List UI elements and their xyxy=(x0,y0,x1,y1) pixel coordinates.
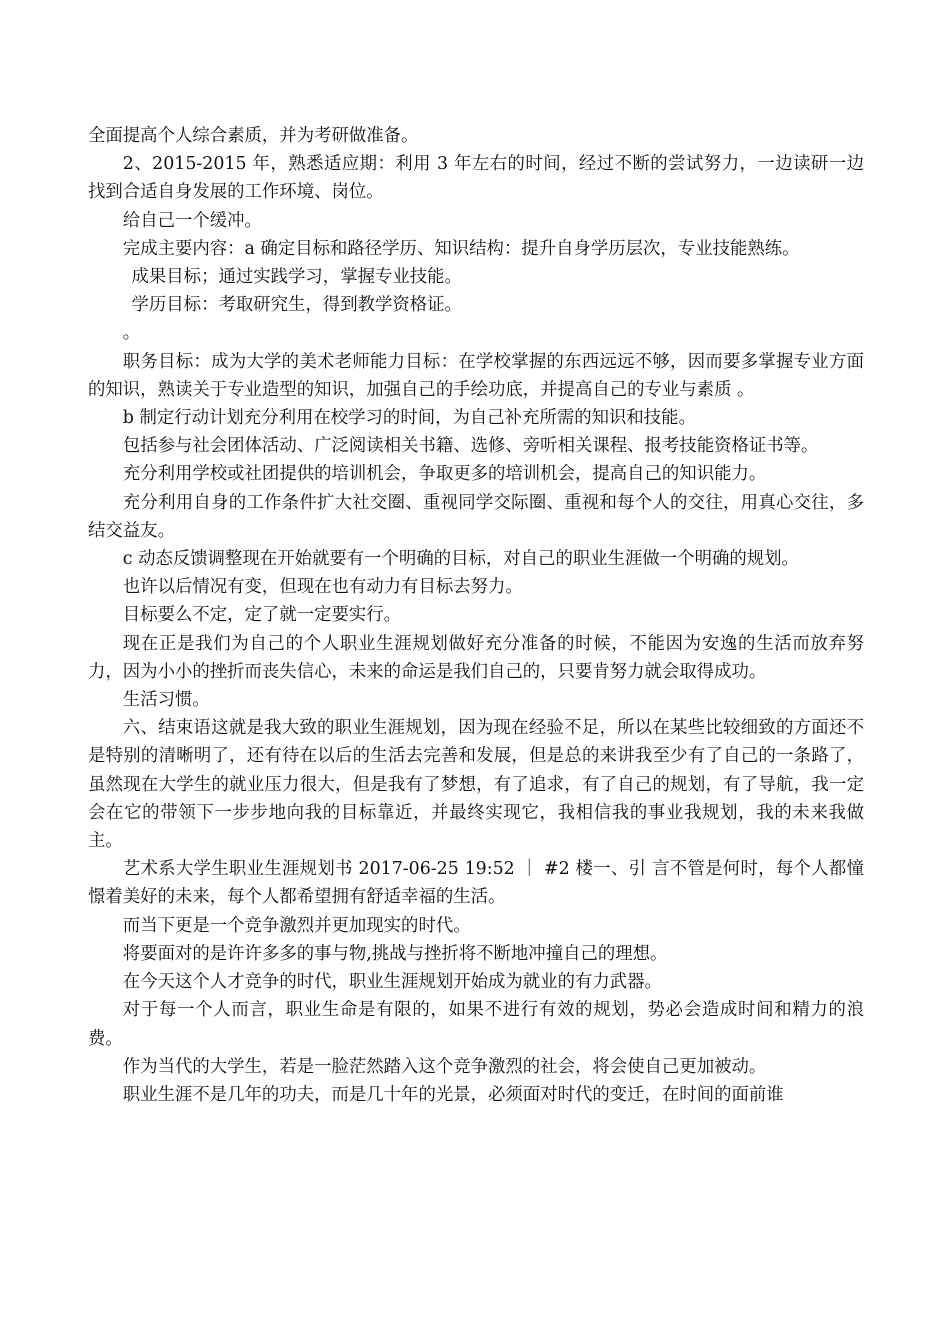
paragraph: c 动态反馈调整现在开始就要有一个明确的目标，对自己的职业生涯做一个明确的规划。 xyxy=(122,549,799,570)
paragraph: 充分利用自身的工作条件扩大社交圈、重视同学交际圈、重视和每个人的交往，用真心交往，多结交益友。 xyxy=(88,492,864,541)
paragraph: 职业生涯不是几年的功夫，而是几十年的光景，必须面对时代的变迁，在时间的面前谁 xyxy=(122,1084,784,1105)
document-body xyxy=(88,122,864,1109)
paragraph: 成果目标；通过实践学习，掌握专业技能。 xyxy=(131,267,462,288)
paragraph: 作为当代的大学生，若是一脸茫然踏入这个竞争激烈的社会，将会使自己更加被动。 xyxy=(122,1056,767,1077)
paragraph: 包括参与社会团体活动、广泛阅读相关书籍、选修、旁听相关课程、报考技能资格证书等。 xyxy=(122,436,819,457)
paragraph: 目标要么不定，定了就一定要实行。 xyxy=(122,605,402,626)
paragraph: 也许以后情况有变，但现在也有动力有目标去努力。 xyxy=(122,577,523,598)
paragraph: 充分利用学校或社团提供的培训机会，争取更多的培训机会，提高自己的知识能力。 xyxy=(122,464,767,485)
paragraph: 全面提高个人综合素质，并为考研做准备。 xyxy=(88,126,419,146)
paragraph: 将要面对的是许许多多的事与物,挑战与挫折将不断地冲撞自己的理想。 xyxy=(122,943,668,964)
paragraph: 2、2015-2015 年，熟悉适应期：利用 3 年左右的时间，经过不断的尝试努力，一边读研一边找到合适自身发展的工作环境、岗位。 xyxy=(88,154,864,203)
paragraph: 完成主要内容：a 确定目标和路径学历、知识结构：提升自身学历层次，专业技能熟练。 xyxy=(122,238,800,259)
paragraph: 艺术系大学生职业生涯规划书 2017-06-25 19:52 ｜ #2 楼一、引 言不管是何时，每个人都憧憬着美好的未来，每个人都希望拥有舒适幸福的生活。 xyxy=(88,859,864,908)
paragraph: 对于每一个人而言，职业生命是有限的，如果不进行有效的规划，势必会造成时间和精力的浪费。 xyxy=(88,1000,864,1049)
paragraph: 现在正是我们为自己的个人职业生涯规划做好充分准备的时候，不能因为安逸的生活而放弃努力，因为小小的挫折而丧失信心，未来的命运是我们自己的，只要肯努力就会取得成功。 xyxy=(88,633,864,682)
paragraph: 在今天这个人才竞争的时代，职业生涯规划开始成为就业的有力武器。 xyxy=(122,972,662,993)
paragraph: 六、结束语这就是我大致的职业生涯规划，因为现在经验不足，所以在某些比较细致的方面还不是特别的清晰明了，还有待在以后的生活去完善和发展，但是总的来讲我至少有了自己的一条路了，虽然现在大学生的就业压力很大，但是我有了梦想，有了追求，有了自己的规划，有了导航，我一定会在它的带领下一步步地向我的目标靠近，并最终实现它，我相信我的事业我规划，我的未来我做主。 xyxy=(88,718,864,852)
paragraph: 学历目标：考取研究生，得到教学资格证。 xyxy=(131,295,462,316)
paragraph: 而当下更是一个竞争激烈并更加现实的时代。 xyxy=(122,915,471,936)
paragraph: 生活习惯。 xyxy=(122,690,210,711)
paragraph: 给自己一个缓冲。 xyxy=(122,210,262,231)
paragraph: b 制定行动计划充分利用在校学习的时间，为自己补充所需的知识和技能。 xyxy=(122,408,696,429)
paragraph: 职务目标：成为大学的美术老师能力目标：在学校掌握的东西远远不够，因而要多掌握专业方面的知识，熟读关于专业造型的知识，加强自己的手绘功底，并提高自己的专业与素质 。 xyxy=(88,351,864,400)
paragraph: 。 xyxy=(122,323,141,344)
